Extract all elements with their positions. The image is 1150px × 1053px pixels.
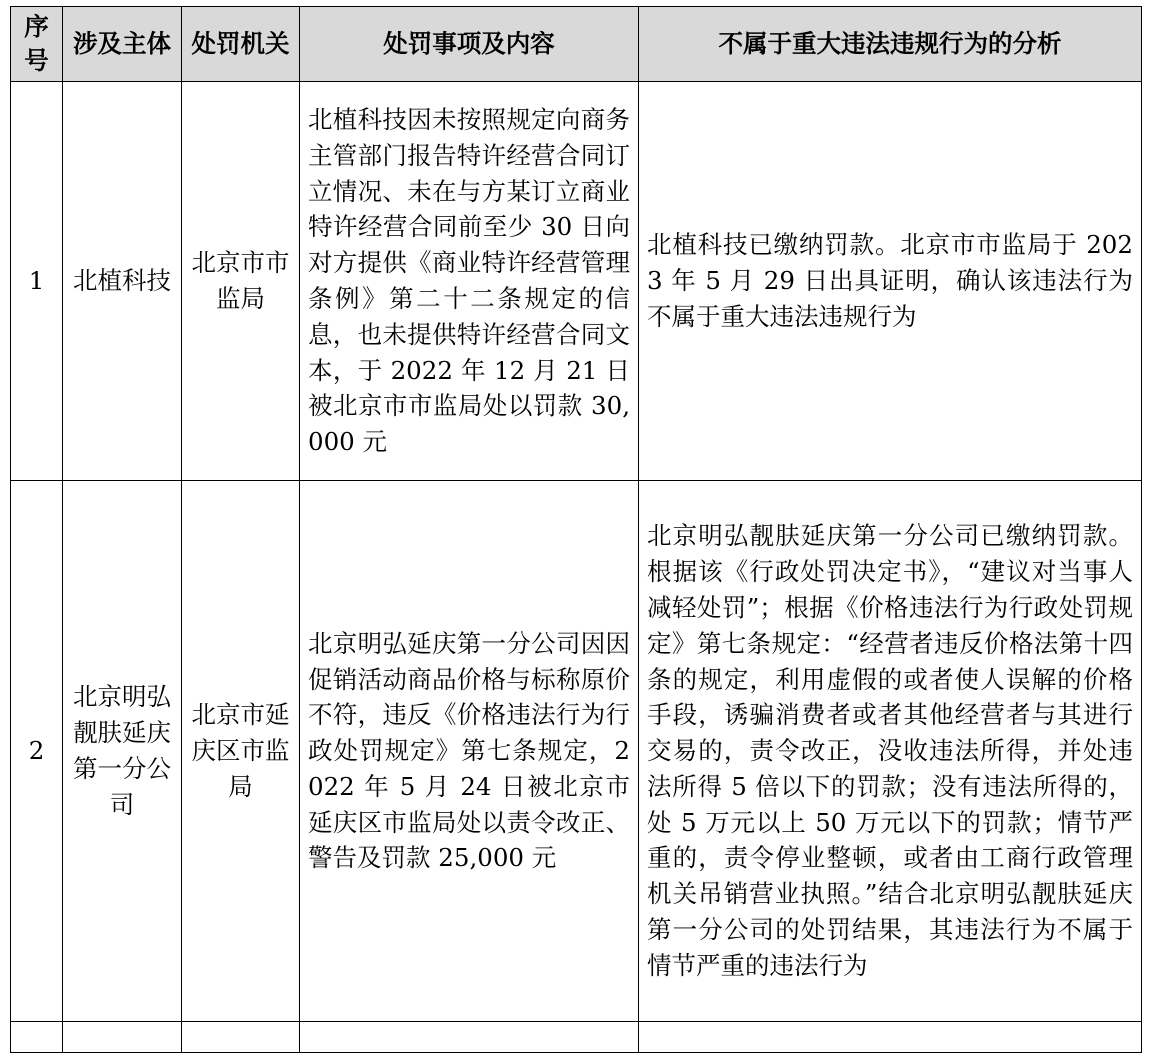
row-subject-empty <box>63 1022 182 1053</box>
row-subject: 北植科技 <box>63 82 182 481</box>
row-matter: 北植科技因未按照规定向商务主管部门报告特许经营合同订立情况、未在与方某订立商业特许经营合同前至少 30 日向对方提供《商业特许经营管理条例》第二十二条规定的信息，也未提供特许经营合同文本，于 2022 年 12 月 21 日被北京市市监局处以罚款 30,000 元 <box>300 82 639 481</box>
header-matter: 处罚事项及内容 <box>300 7 639 82</box>
row-matter: 北京明弘延庆第一分公司因因促销活动商品价格与标称原价不符，违反《价格违法行为行政处罚规定》第七条规定，2022 年 5 月 24 日被北京市延庆区市监局处以责令改正、警告及罚款 25,000 元 <box>300 481 639 1022</box>
header-row <box>11 7 1142 82</box>
row-seq-empty <box>11 1022 63 1053</box>
table-row <box>11 82 1142 481</box>
penalty-table <box>10 6 1142 1053</box>
header-analysis: 不属于重大违法违规行为的分析 <box>639 7 1142 82</box>
row-authority-empty <box>182 1022 300 1053</box>
table-row <box>11 481 1142 1022</box>
row-analysis: 北植科技已缴纳罚款。北京市市监局于 2023 年 5 月 29 日出具证明，确认该违法行为不属于重大违法违规行为 <box>639 82 1142 481</box>
header-seq: 序号 <box>11 7 63 82</box>
row-subject: 北京明弘靓肤延庆第一分公司 <box>63 481 182 1022</box>
table-body <box>11 82 1142 1053</box>
row-analysis: 北京明弘靓肤延庆第一分公司已缴纳罚款。根据该《行政处罚决定书》，“建议对当事人减轻处罚”；根据《价格违法行为行政处罚规定》第七条规定：“经营者违反价格法第十四条的规定，利用虚假的或者使人误解的价格手段，诱骗消费者或者其他经营者与其进行交易的，责令改正，没收违法所得，并处违法所得 5 倍以下的罚款；没有违法所得的，处 5 万元以上 50 万元以下的罚款；情节严重的，责令停业整顿，或者由工商行政管理机关吊销营业执照。”结合北京明弘靓肤延庆第一分公司的处罚结果，其违法行为不属于情节严重的违法行为 <box>639 481 1142 1022</box>
row-seq: 1 <box>11 82 63 481</box>
header-authority: 处罚机关 <box>182 7 300 82</box>
table-row-continued <box>11 1022 1142 1053</box>
row-authority: 北京市延庆区市监局 <box>182 481 300 1022</box>
header-subject: 涉及主体 <box>63 7 182 82</box>
row-analysis-empty <box>639 1022 1142 1053</box>
row-seq: 2 <box>11 481 63 1022</box>
table-header <box>11 7 1142 82</box>
row-authority: 北京市市监局 <box>182 82 300 481</box>
row-matter-empty <box>300 1022 639 1053</box>
